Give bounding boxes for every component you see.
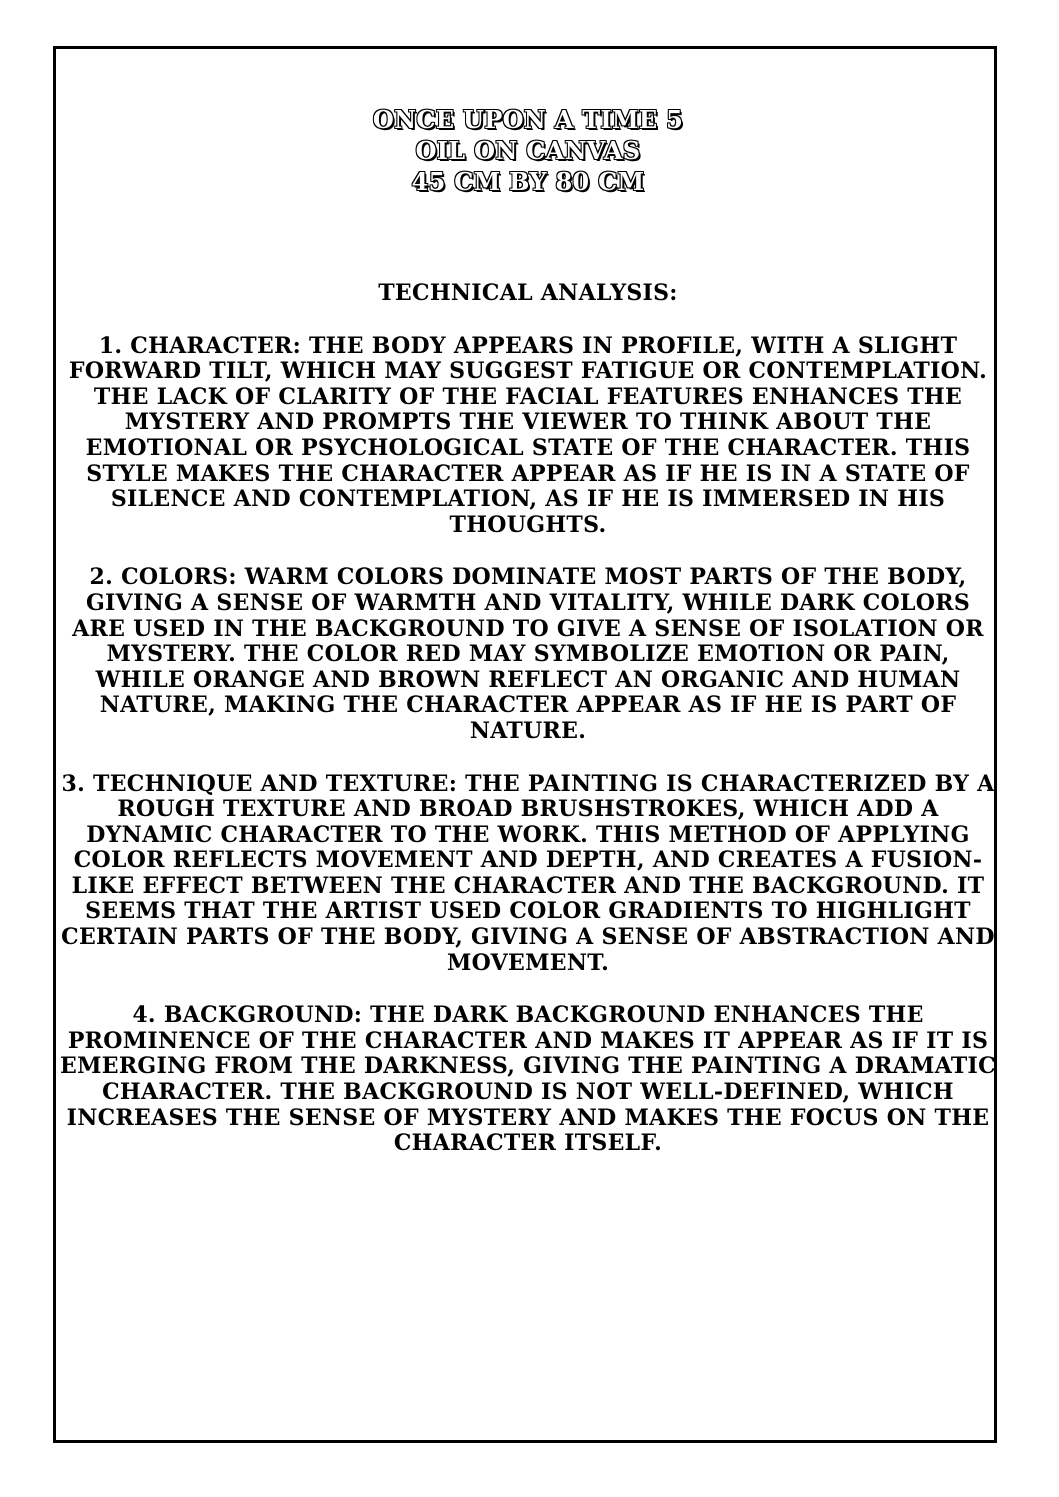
- artwork-title: ONCE UPON A TIME 5: [372, 105, 684, 134]
- paragraph-background: 4. BACKGROUND: THE DARK BACKGROUND ENHANCES THE PROMINENCE OF THE CHARACTER AND MAKES IT APPEAR AS IF IT IS EMERGING FROM THE DARKNESS, GIVING THE PAINTING A DRAMATIC CHARACTER. THE BACKGROUND IS NOT WELL-DEFINED, WHICH INCREASES THE SENSE OF MYSTERY AND MAKES THE FOCUS ON THE CHARACTER ITSELF.: [60, 1002, 996, 1157]
- paragraph-colors: 2. COLORS: WARM COLORS DOMINATE MOST PARTS OF THE BODY, GIVING A SENSE OF WARMTH AND VITALITY, WHILE DARK COLORS ARE USED IN THE BACKGROUND TO GIVE A SENSE OF ISOLATION OR MYSTERY. THE COLOR RED MAY SYMBOLIZE EMOTION OR PAIN, WHILE ORANGE AND BROWN REFLECT AN ORGANIC AND HUMAN NATURE, MAKING THE CHARACTER APPEAR AS IF HE IS PART OF NATURE.: [72, 564, 984, 744]
- paragraph-character: 1. CHARACTER: THE BODY APPEARS IN PROFILE, WITH A SLIGHT FORWARD TILT, WHICH MAY SUGGEST FATIGUE OR CONTEMPLATION. THE LACK OF CLARITY OF THE FACIAL FEATURES ENHANCES THE MYSTERY AND PROMPTS THE VIEWER TO THINK ABOUT THE EMOTIONAL OR PSYCHOLOGICAL STATE OF THE CHARACTER. THIS STYLE MAKES THE CHARACTER APPEAR AS IF HE IS IN A STATE OF SILENCE AND CONTEMPLATION, AS IF HE IS IMMERSED IN HIS THOUGHTS.: [68, 332, 988, 538]
- artwork-title-block: [57, 104, 999, 197]
- paragraph-technique: 3. TECHNIQUE AND TEXTURE: THE PAINTING IS CHARACTERIZED BY A ROUGH TEXTURE AND BROAD BRUSHSTROKES, WHICH ADD A DYNAMIC CHARACTER TO THE WORK. THIS METHOD OF APPLYING COLOR REFLECTS MOVEMENT AND DEPTH, AND CREATES A FUSION-LIKE EFFECT BETWEEN THE CHARACTER AND THE BACKGROUND. IT SEEMS THAT THE ARTIST USED COLOR GRADIENTS TO HIGHLIGHT CERTAIN PARTS OF THE BODY, GIVING A SENSE OF ABSTRACTION AND MOVEMENT.: [61, 770, 995, 976]
- artwork-medium: OIL ON CANVAS: [415, 136, 641, 165]
- document-body: [57, 104, 999, 1157]
- section-heading: TECHNICAL ANALYSIS:: [378, 280, 678, 306]
- artwork-dimensions: 45 CM BY 80 CM: [411, 167, 645, 196]
